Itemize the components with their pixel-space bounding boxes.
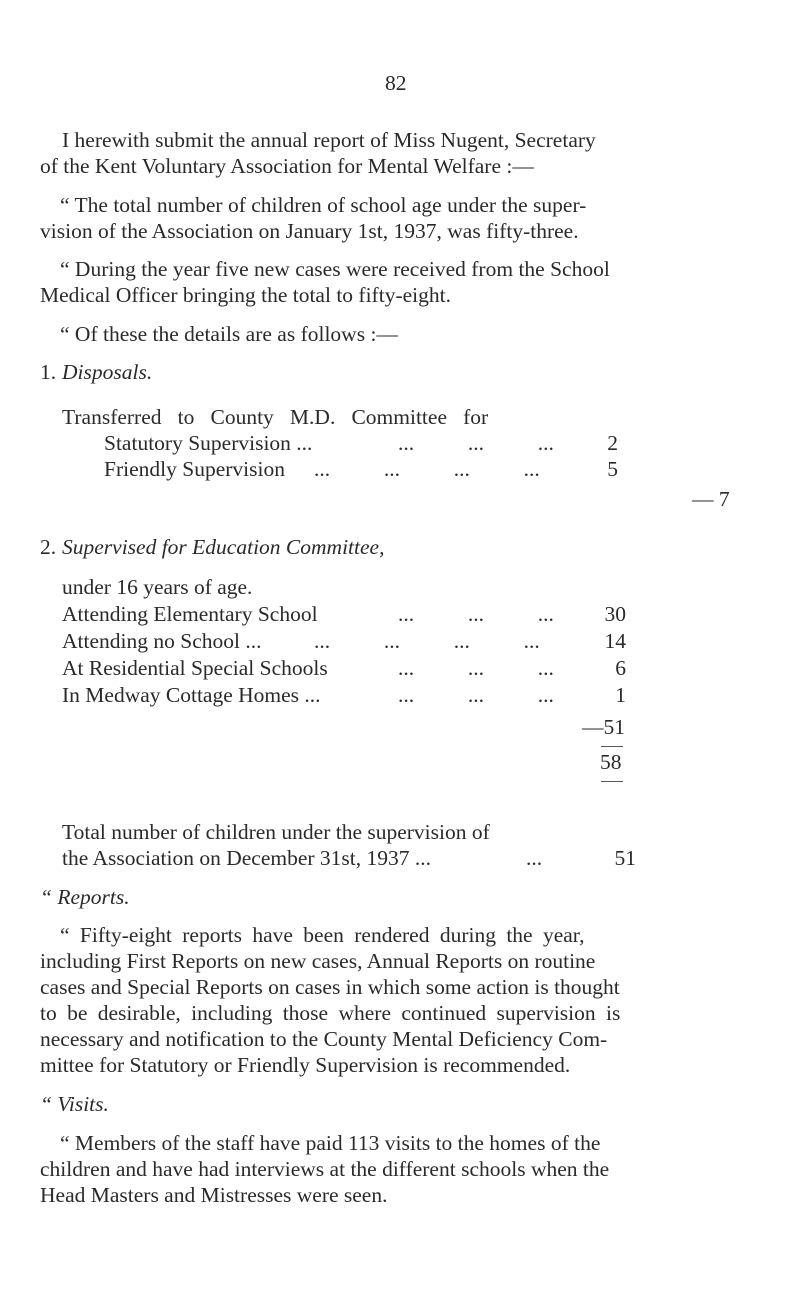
subtotal-rule bbox=[601, 746, 623, 747]
supervised-row-label: Attending Elementary School bbox=[62, 602, 318, 626]
total-sentence-line-1: Total number of children under the supervision of bbox=[62, 820, 490, 844]
supervised-grand-total: 58 bbox=[600, 750, 622, 774]
disposals-row-value: 2 bbox=[607, 431, 618, 455]
supervised-row-value: 1 bbox=[615, 683, 626, 707]
supervised-row-value: 30 bbox=[604, 602, 626, 626]
reports-line: necessary and notification to the County Mental Deficiency Com- bbox=[40, 1027, 608, 1051]
reports-line: cases and Special Reports on cases in which some action is thought bbox=[40, 975, 620, 999]
supervised-row-leaders: ... ... ... bbox=[398, 683, 554, 707]
intro-line-2: of the Kent Voluntary Association for Mental Welfare :— bbox=[40, 154, 534, 178]
grand-total-rule bbox=[601, 781, 623, 782]
year-para-line-2: Medical Officer bringing the total to fifty-eight. bbox=[40, 283, 451, 307]
supervised-row-leaders: ... ... ... bbox=[398, 656, 554, 680]
disposals-subtotal: — 7 bbox=[692, 487, 730, 511]
reports-line: “ Fifty-eight reports have been rendered during the year, bbox=[60, 923, 585, 947]
visits-heading: “ Visits. bbox=[40, 1092, 109, 1116]
visits-line: “ Members of the staff have paid 113 visits to the homes of the bbox=[60, 1131, 601, 1155]
reports-line: to be desirable, including those where continued supervision is bbox=[40, 1001, 621, 1025]
details-para: “ Of these the details are as follows :— bbox=[60, 322, 398, 346]
visits-line: Head Masters and Mistresses were seen. bbox=[40, 1183, 388, 1207]
total-para-line-1: “ The total number of children of school age under the super- bbox=[60, 193, 587, 217]
total-sentence-value: 51 bbox=[614, 846, 636, 870]
supervised-heading: Supervised for Education Committee, bbox=[62, 535, 385, 559]
reports-line: mittee for Statutory or Friendly Supervision is recommended. bbox=[40, 1053, 571, 1077]
disposals-heading-number: 1. bbox=[40, 360, 57, 384]
disposals-transferred-line: Transferred to County M.D. Committee for bbox=[62, 405, 489, 429]
visits-line: children and have had interviews at the different schools when the bbox=[40, 1157, 610, 1181]
total-sentence-line-2: the Association on December 31st, 1937 ... bbox=[62, 846, 432, 870]
disposals-row-leaders: ... ... ... bbox=[398, 431, 554, 455]
supervised-subheading: under 16 years of age. bbox=[62, 575, 253, 599]
supervised-row-leaders: ... ... ... ... bbox=[314, 629, 540, 653]
total-sentence-leaders: ... bbox=[526, 846, 543, 870]
supervised-row-leaders: ... ... ... bbox=[398, 602, 554, 626]
disposals-row-label: Statutory Supervision ... bbox=[104, 431, 313, 455]
reports-line: including First Reports on new cases, Annual Reports on routine bbox=[40, 949, 596, 973]
reports-heading: “ Reports. bbox=[40, 885, 130, 909]
disposals-row-value: 5 bbox=[607, 457, 618, 481]
supervised-row-value: 14 bbox=[604, 629, 626, 653]
supervised-heading-number: 2. bbox=[40, 535, 57, 559]
page-number: 82 bbox=[385, 71, 407, 95]
supervised-subtotal: —51 bbox=[582, 715, 625, 739]
supervised-row-label: Attending no School ... bbox=[62, 629, 262, 653]
supervised-row-value: 6 bbox=[615, 656, 626, 680]
supervised-row-label: At Residential Special Schools bbox=[62, 656, 328, 680]
intro-line-1: I herewith submit the annual report of Miss Nugent, Secretary bbox=[62, 128, 596, 152]
total-para-line-2: vision of the Association on January 1st, 1937, was fifty-three. bbox=[40, 219, 579, 243]
supervised-row-label: In Medway Cottage Homes ... bbox=[62, 683, 321, 707]
year-para-line-1: “ During the year five new cases were received from the School bbox=[60, 257, 610, 281]
disposals-heading: Disposals. bbox=[62, 360, 153, 384]
disposals-row-label: Friendly Supervision bbox=[104, 457, 285, 481]
disposals-row-leaders: ... ... ... ... bbox=[314, 457, 540, 481]
